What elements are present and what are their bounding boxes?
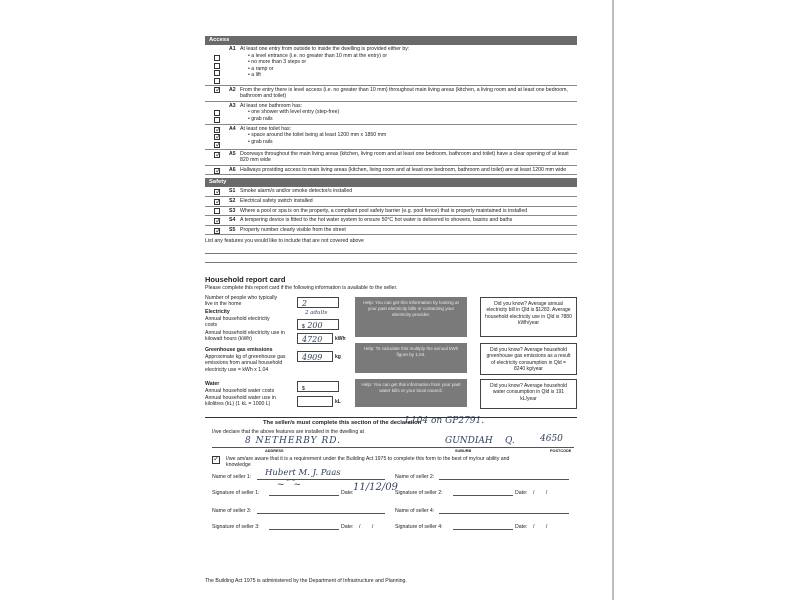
a1-checkbox-2[interactable] bbox=[214, 63, 220, 69]
a4-bullet-1: • space around the toilet being at least 1200 mm x 1850 mm bbox=[248, 132, 387, 139]
a4-code: A4 bbox=[229, 125, 236, 132]
date1-value[interactable]: 11/12/09 bbox=[353, 481, 398, 493]
ghg-unit: kg bbox=[335, 353, 341, 360]
water-know-box: Did you know? Average household water consumption in Qld is 191 kL/year bbox=[480, 379, 577, 409]
s2-text: Electrical safety switch installed bbox=[240, 197, 313, 204]
a1-text: At least one entry from outside to inside the dwelling is provided either by: bbox=[240, 46, 410, 52]
s2-code: S2 bbox=[229, 197, 236, 204]
elec-cost-field[interactable] bbox=[297, 319, 339, 330]
s2-checks bbox=[205, 197, 229, 206]
seller4-label: Name of seller 4: bbox=[395, 507, 435, 514]
s1-checks bbox=[205, 187, 229, 196]
s5-code: S5 bbox=[229, 226, 236, 233]
seller2-label: Name of seller 2: bbox=[395, 473, 435, 480]
ghg-know-box: Did you know? Average household greenhouse gas emissions as a result of electricity consumption in Qld = 8240 kg/year bbox=[480, 343, 577, 375]
access-section-header: Access bbox=[205, 36, 577, 45]
a2-checks bbox=[205, 86, 229, 101]
suburb-value[interactable]: GUNDIAH bbox=[445, 435, 493, 446]
a6-text: Hallways providing access to main living areas (kitchen, living room and at least one bedroom, bathroom and toilet) are at least 1200 mm wide bbox=[240, 166, 567, 173]
s4-checks bbox=[205, 216, 229, 225]
water-use-field[interactable] bbox=[297, 396, 333, 407]
elec-use-label: Annual household electricity use in kilowatt hours (kWh) bbox=[205, 329, 285, 343]
water-cost-field[interactable] bbox=[297, 381, 339, 392]
safety-row-s1 bbox=[205, 187, 577, 197]
s1-code: S1 bbox=[229, 188, 236, 195]
a1-bullet-4-text: a lift bbox=[251, 72, 261, 78]
seller3-label: Name of seller 3: bbox=[212, 507, 252, 514]
date2-label: Date: bbox=[515, 489, 528, 496]
sig1-line[interactable] bbox=[269, 495, 339, 496]
s2-checkbox[interactable] bbox=[214, 199, 220, 205]
s3-checkbox[interactable] bbox=[214, 208, 220, 214]
declare-text: I/we declare that the above features are installed in the dwelling at bbox=[212, 428, 364, 435]
state-value[interactable]: Q. bbox=[505, 435, 515, 446]
access-row-a6 bbox=[205, 166, 577, 176]
features-line-1[interactable] bbox=[205, 245, 577, 254]
people-label: Number of people who typically live in the home bbox=[205, 294, 278, 308]
a1-bullet-4: • a lift bbox=[248, 72, 261, 78]
sig1-label: Signature of seller 1: bbox=[212, 489, 260, 496]
aware-checkbox[interactable] bbox=[212, 456, 220, 464]
s3-code: S3 bbox=[229, 207, 236, 214]
safety-section-header: Safety bbox=[205, 178, 577, 187]
list-features-prompt: List any features you would like to include that are not covered above bbox=[205, 238, 364, 245]
a1-checks bbox=[205, 45, 229, 85]
page-edge bbox=[612, 0, 614, 600]
seller3-line[interactable] bbox=[257, 513, 385, 514]
electricity-heading: Electricity bbox=[205, 308, 230, 315]
access-row-a2 bbox=[205, 86, 577, 102]
date4-label: Date: bbox=[515, 523, 528, 530]
a5-checkbox[interactable] bbox=[214, 152, 220, 158]
postcode-label: POSTCODE bbox=[550, 448, 572, 453]
sig4-label: Signature of seller 4: bbox=[395, 523, 443, 530]
a4-checks bbox=[205, 125, 229, 149]
s4-checkbox[interactable] bbox=[214, 218, 220, 224]
a3-code: A3 bbox=[229, 102, 236, 109]
a3-bullet-1: • one shower with level entry (step-free) bbox=[248, 109, 340, 116]
s3-text: Where a pool or spa is on the property, a compliant pool safety barrier (e.g. pool fence) that is properly maintained is installed bbox=[240, 207, 528, 214]
a3-checks bbox=[205, 102, 229, 124]
a1-checkbox-4[interactable] bbox=[214, 78, 220, 84]
a4-checkbox-3[interactable] bbox=[214, 142, 220, 148]
water-heading: Water bbox=[205, 380, 220, 387]
water-cost-prefix: $ bbox=[302, 385, 305, 392]
a1-text-block bbox=[240, 45, 577, 85]
a4-bullet-2-text: grab rails bbox=[251, 138, 273, 145]
a4-bullet-2: • grab rails bbox=[248, 138, 273, 145]
sig2-label: Signature of seller 2: bbox=[395, 489, 443, 496]
seller1-value[interactable]: Hubert M. J. Paas bbox=[265, 467, 341, 478]
a6-checkbox[interactable] bbox=[214, 168, 220, 174]
seller4-line[interactable] bbox=[439, 513, 569, 514]
safety-row-s4 bbox=[205, 216, 577, 226]
people-note: 2 adults bbox=[305, 309, 328, 316]
a3-bullet-2: • grab rails bbox=[248, 115, 273, 122]
sig2-line[interactable] bbox=[453, 495, 513, 496]
water-help-box: Help: You can get this information from your past water bills or your local council. bbox=[355, 379, 467, 407]
features-line-2[interactable] bbox=[205, 254, 577, 263]
a5-text: Doorways throughout the main living areas (kitchen, living room and at least one bedroom, bathroom and toilet) have a clear opening of at least 820 mm wide bbox=[240, 150, 569, 164]
access-row-a3 bbox=[205, 102, 577, 125]
household-intro: Please complete this report card if the following information is available to the seller. bbox=[205, 285, 398, 292]
elec-cost-label: Annual household electricity costs bbox=[205, 315, 270, 329]
ghg-heading: Greenhouse gas emissions bbox=[205, 346, 273, 353]
a5-checks bbox=[205, 150, 229, 165]
a6-checks bbox=[205, 166, 229, 175]
ghg-help-box: Help: To calculate this multiply the annual kWh figure by 1.04. bbox=[355, 343, 467, 373]
sig4-line[interactable] bbox=[453, 529, 513, 530]
household-title: Household report card bbox=[205, 274, 286, 284]
water-use-unit: kL bbox=[335, 398, 341, 405]
lot-handwritten: L104 on GP2791. bbox=[405, 415, 485, 426]
household-grid bbox=[205, 295, 577, 427]
safety-row-s3 bbox=[205, 207, 577, 217]
date2-blank[interactable]: / / bbox=[533, 489, 553, 496]
s5-text: Property number clearly visible from the street bbox=[240, 226, 346, 233]
a2-code: A2 bbox=[229, 86, 236, 93]
a5-code: A5 bbox=[229, 150, 236, 157]
footer-note: The Building Act 1975 is administered by the Department of Infrastructure and Planning. bbox=[205, 578, 407, 584]
s1-checkbox[interactable] bbox=[214, 189, 220, 195]
a3-checkbox-1[interactable] bbox=[214, 110, 220, 116]
a6-code: A6 bbox=[229, 166, 236, 173]
people-field[interactable]: 2 bbox=[297, 297, 339, 308]
a3-checkbox-2[interactable] bbox=[214, 117, 220, 123]
a4-text: At least one toilet has: bbox=[240, 125, 292, 132]
safety-row-s5 bbox=[205, 226, 577, 236]
access-row-a1 bbox=[205, 45, 577, 86]
ghg-label: Approximate kg of greenhouse gas emissions from annual household electricity use = kWh x 1.04 bbox=[205, 353, 286, 373]
a1-bullet-2-text: no more than 3 steps or bbox=[251, 59, 307, 65]
a4-bullet-1-text: space around the toilet being at least 1200 mm x 1850 mm bbox=[251, 132, 387, 139]
report-form bbox=[205, 35, 577, 592]
a1-checkbox-3[interactable] bbox=[214, 70, 220, 76]
sig3-line[interactable] bbox=[269, 529, 339, 530]
address-label: ADDRESS bbox=[265, 448, 284, 453]
sig1-mark: ~⌒~ bbox=[277, 479, 302, 490]
water-use-label: Annual household water use in kilolitres (kL) (1 kL = 1000 L) bbox=[205, 394, 276, 408]
elec-help-box: Help: You can get this information by looking at your past electricity bills or contacting your electricity provider. bbox=[355, 297, 467, 337]
access-row-a5 bbox=[205, 150, 577, 166]
a1-bullet-1: • a level entrance (i.e. no greater than 10 mm at the entry) or bbox=[248, 52, 388, 59]
s3-checks bbox=[205, 207, 229, 216]
s4-text: A tempering device is fitted to the hot water system to ensure 50°C hot water is delivered to showers, basins and baths bbox=[240, 217, 513, 224]
date4-blank[interactable]: / / bbox=[533, 523, 553, 530]
seller1-label: Name of seller 1: bbox=[212, 473, 252, 480]
date1-label: Date: bbox=[341, 489, 354, 496]
a3-bullet-1-text: one shower with level entry (step-free) bbox=[251, 109, 340, 116]
aware-text: I/we am/are aware that it is a requirement under the Building Act 1975 to complete this form to the best of my/our ability and knowledge bbox=[226, 455, 510, 469]
access-row-a4 bbox=[205, 125, 577, 150]
s5-checkbox[interactable] bbox=[214, 228, 220, 234]
a3-text: At least one bathroom has: bbox=[240, 102, 302, 109]
date3-blank[interactable]: / / bbox=[359, 523, 379, 530]
s5-checks bbox=[205, 226, 229, 235]
seller2-line[interactable] bbox=[439, 479, 569, 480]
elec-cost-value: 200 bbox=[307, 320, 323, 330]
a2-text: From the entry there is level access (i.e. no greater than 10 mm) throughout main living areas (kitchen, a living room and at least one bedroom, bathroom and toilet) bbox=[240, 86, 568, 100]
declaration-title: The seller/s must complete this section of the declaration bbox=[263, 419, 422, 426]
elec-use-unit: kWh bbox=[335, 335, 346, 342]
ghg-field[interactable]: 4909 bbox=[297, 351, 333, 362]
a3-bullet-2-text: grab rails bbox=[251, 115, 273, 122]
a1-checkbox-1[interactable] bbox=[214, 55, 220, 61]
s1-text: Smoke alarm/s and/or smoke detector/s installed bbox=[240, 188, 353, 195]
a1-bullet-2: • no more than 3 steps or bbox=[248, 59, 307, 65]
address-line bbox=[212, 447, 574, 448]
s4-code: S4 bbox=[229, 217, 236, 224]
postcode-value[interactable]: 4650 bbox=[540, 433, 563, 444]
a3-text-block bbox=[240, 102, 577, 124]
address-value[interactable]: 8 NETHERBY RD. bbox=[245, 435, 342, 446]
a1-bullet-3: • a ramp or bbox=[248, 65, 274, 72]
a4-text-block bbox=[240, 125, 577, 149]
a1-bullet-3-text: a ramp or bbox=[251, 65, 274, 72]
date3-label: Date: bbox=[341, 523, 354, 530]
water-cost-label: Annual household water costs bbox=[205, 387, 275, 394]
safety-row-s2 bbox=[205, 197, 577, 207]
elec-cost-prefix: $ bbox=[302, 323, 305, 330]
elec-use-field[interactable]: 4720 bbox=[297, 333, 333, 344]
a2-checkbox[interactable] bbox=[214, 87, 220, 93]
sig3-label: Signature of seller 3: bbox=[212, 523, 260, 530]
elec-know-box: Did you know? Average annual electricity bill in Qld is $1283. Average household electricity use in Qld is 7880 kWh/year bbox=[480, 297, 577, 337]
suburb-label: SUBURB bbox=[455, 448, 472, 453]
a1-code: A1 bbox=[229, 46, 236, 52]
declaration-section bbox=[205, 417, 577, 592]
a1-bullet-1-text: a level entrance (i.e. no greater than 10 mm at the entry) or bbox=[251, 52, 388, 59]
